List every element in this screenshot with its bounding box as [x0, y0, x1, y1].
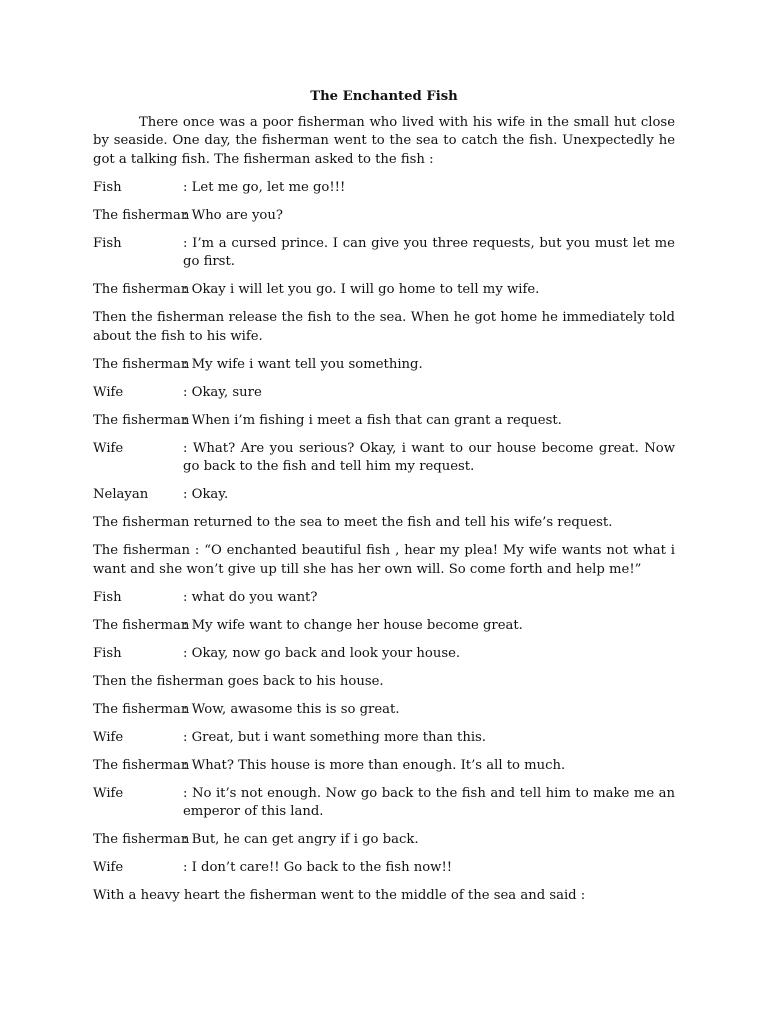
- speaker-name: Wife: [93, 729, 124, 745]
- dialogue-line: [93, 207, 675, 226]
- dialogue-text: : Let me go, let me go!!!: [183, 179, 346, 195]
- narration-paragraph: There once was a poor fisherman who lived with his wife in the small hut close by seaside. One day, the fisherman went to the sea to catch the fish. Unexpectedly he got a talking fish. The fisherman asked to the fish :: [93, 114, 675, 167]
- dialogue-text: : My wife i want tell you something.: [183, 356, 423, 372]
- dialogue-line: [93, 542, 675, 579]
- speaker-name: The fisherman: [93, 832, 190, 847]
- dialogue-line: [93, 235, 675, 272]
- dialogue-line: [93, 617, 675, 636]
- document-page: [93, 88, 675, 915]
- dialogue-text: : No it’s not enough. Now go back to the fish and tell him to make me an emperor of this land.: [183, 785, 675, 819]
- speaker-name: Fish: [93, 645, 122, 661]
- speaker-name: The fisherman: [93, 412, 190, 428]
- speaker-name: The fisherman: [93, 356, 190, 372]
- dialogue-text: : My wife want to change her house become great.: [183, 617, 523, 633]
- dialogue-line: [93, 412, 675, 431]
- speaker-name: The fisherman: [93, 701, 190, 717]
- dialogue-line: [93, 356, 675, 375]
- dialogue-line: [93, 785, 675, 822]
- dialogue-text: : But, he can get angry if i go back.: [183, 832, 419, 847]
- narration-paragraph: Then the fisherman goes back to his house.: [93, 673, 384, 689]
- dialogue-line: [93, 281, 675, 300]
- dialogue-line: [93, 729, 675, 748]
- dialogue-line: [93, 440, 675, 477]
- narration-paragraph: The fisherman returned to the sea to meet the fish and tell his wife’s request.: [93, 515, 613, 530]
- dialogue-line: [93, 589, 675, 608]
- speaker-name: The fisherman: [93, 617, 190, 633]
- dialogue-line: [93, 831, 675, 850]
- speaker-name: The fisherman: [93, 282, 190, 297]
- speaker-name: Fish: [93, 179, 122, 195]
- narration-paragraph: Then the fisherman release the fish to the sea. When he got home he immediately told about the fish to his wife.: [93, 310, 675, 344]
- speaker-name: Wife: [93, 440, 124, 456]
- dialogue-text: : Great, but i want something more than this.: [183, 729, 487, 745]
- dialogue-line: [93, 701, 675, 720]
- dialogue-text: : “O enchanted beautiful fish , hear my plea! My wife wants not what i want and she won’t give up till she has her own will. So come forth and help me!”: [93, 543, 676, 577]
- speaker-name: Wife: [93, 785, 124, 801]
- document-title: The Enchanted Fish: [310, 89, 458, 104]
- speaker-name: Wife: [93, 860, 124, 875]
- speaker-name: Fish: [93, 589, 122, 605]
- dialogue-text: : Okay.: [183, 487, 229, 502]
- dialogue-text: : What? This house is more than enough. It’s all to much.: [183, 757, 566, 773]
- dialogue-text: : Wow, awasome this is so great.: [183, 701, 400, 717]
- speaker-name: The fisherman: [93, 543, 190, 558]
- dialogue-line: [93, 645, 675, 664]
- dialogue-text: : Okay, now go back and look your house.: [183, 645, 461, 661]
- dialogue-line: [93, 179, 675, 198]
- dialogue-line: [93, 757, 675, 776]
- speaker-name: Nelayan: [93, 487, 149, 502]
- dialogue-text: : Okay, sure: [183, 384, 262, 400]
- dialogue-text: : What? Are you serious? Okay, i want to our house become great. Now go back to the fish and tell him my request.: [183, 440, 675, 474]
- dialogue-text: : I don’t care!! Go back to the fish now!!: [183, 860, 453, 875]
- narration-paragraph: With a heavy heart the fisherman went to the middle of the sea and said :: [93, 888, 586, 903]
- speaker-name: Fish: [93, 235, 122, 251]
- dialogue-text: : Who are you?: [183, 207, 283, 223]
- speaker-name: The fisherman: [93, 757, 190, 773]
- speaker-name: The fisherman: [93, 207, 190, 223]
- dialogue-text: : Okay i will let you go. I will go home to tell my wife.: [183, 282, 540, 297]
- dialogue-text: : what do you want?: [183, 589, 318, 605]
- dialogue-text: : When i’m fishing i meet a fish that can grant a request.: [183, 412, 562, 428]
- speaker-name: Wife: [93, 384, 124, 400]
- dialogue-text: : I’m a cursed prince. I can give you three requests, but you must let me go first.: [183, 235, 675, 269]
- document-body: [93, 114, 675, 906]
- dialogue-line: [93, 486, 675, 505]
- dialogue-line: [93, 859, 675, 878]
- dialogue-line: [93, 384, 675, 403]
